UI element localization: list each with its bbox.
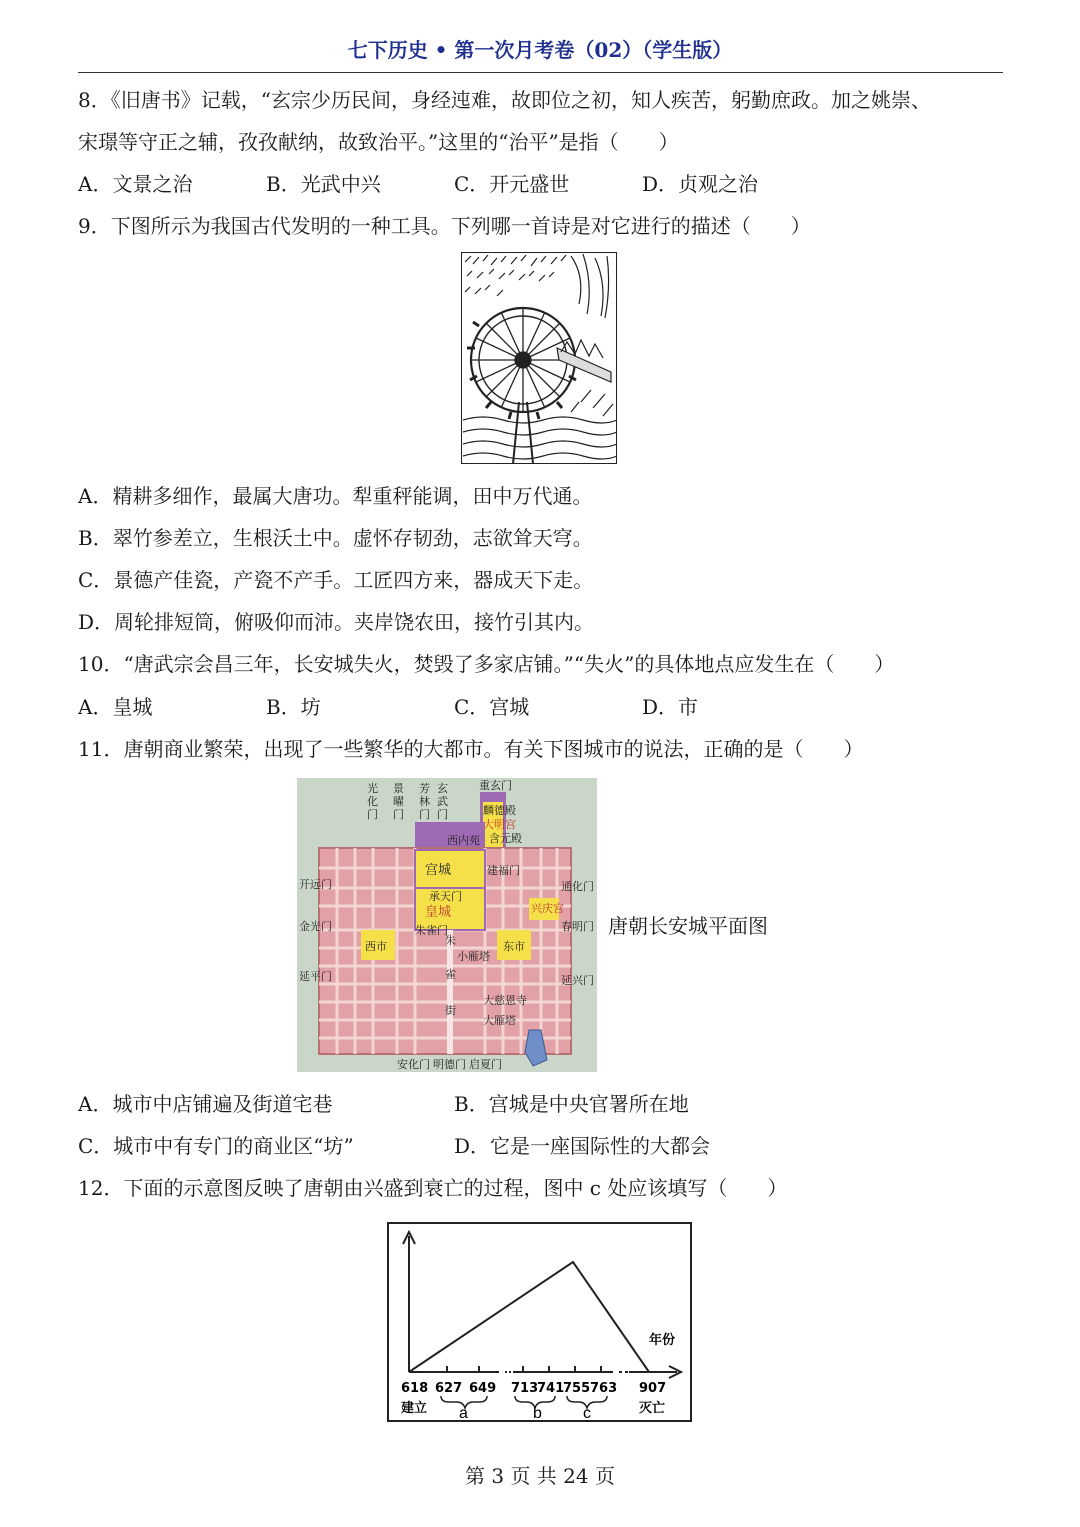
q8-line1: 8．《旧唐书》记载，“玄宗少历民间，身经迍难，故即位之初，知人疾苦，躬勤庶政。加之姚崇、 [78, 88, 931, 112]
map-gate-char: 芳 [419, 782, 430, 795]
map-gate-char: 玄 [437, 782, 448, 795]
year-649: 649 [469, 1381, 497, 1396]
map-label-xineiyuan: 西内苑 [447, 834, 480, 847]
q8-option-c: C．开元盛世 [454, 172, 570, 196]
q9-option-a: A．精耕多细作，最属大唐功。犁重秤能调，田中万代通。 [78, 484, 593, 508]
year-763: 763 [590, 1381, 618, 1396]
q11-option-b: B．宫城是中央官署所在地 [454, 1092, 689, 1116]
map-label-xiaoyan: 小雁塔 [457, 950, 490, 963]
map-label-yanxing: 延兴门 [561, 974, 594, 987]
q8-option-b: B．光武中兴 [266, 172, 381, 196]
q9-stem: 9．下图所示为我国古代发明的一种工具。下列哪一首诗是对它进行的描述（ ） [78, 214, 811, 238]
q8-option-a: A．文景之治 [78, 172, 193, 196]
note-fell: 灭亡 [639, 1401, 666, 1416]
map-label-gongcheng: 宫城 [425, 863, 452, 878]
q11-stem: 11．唐朝商业繁荣，出现了一些繁华的大都市。有关下图城市的说法，正确的是（ ） [78, 737, 864, 761]
q8-line2: 宋璟等守正之辅，孜孜献纳，故致治平。”这里的“治平”是指（ ） [78, 130, 679, 154]
q11-option-a: A．城市中店铺遍及街道宅巷 [78, 1092, 333, 1116]
map-label-jianfu: 建福门 [487, 864, 520, 877]
map-gate-char: 光 [367, 782, 378, 795]
map-gate-char: 门 [393, 808, 404, 821]
map-gate-char: 武 [437, 795, 448, 808]
map-label-qixia: 启夏门 [469, 1058, 502, 1071]
note-founded: 建立 [401, 1401, 428, 1416]
map-label-jinguang: 金光门 [299, 920, 332, 933]
group-b: b [533, 1405, 542, 1422]
map-gate-char: 门 [437, 808, 448, 821]
map-label-zhuque-gate: 朱雀门 [415, 924, 448, 937]
map-label-zhu: 朱 [445, 934, 456, 947]
q12-stem: 12．下面的示意图反映了唐朝由兴盛到衰亡的过程，图中 c 处应该填写（ ） [78, 1176, 788, 1200]
map-label-anhua: 安化门 [397, 1058, 430, 1071]
tang-rise-fall-diagram [387, 1222, 692, 1422]
map-label-chunming: 春明门 [561, 920, 594, 933]
map-label-kaiyuan: 开远门 [299, 878, 332, 891]
q9-option-b: B．翠竹参差立，生根沃土中。虚怀存韧劲，志欲耸天穹。 [78, 526, 593, 550]
axis-label-year: 年份 [649, 1333, 676, 1348]
map-label-que: 雀 [445, 968, 456, 981]
q9-option-c: C．景德产佳瓷，产瓷不产手。工匠四方来，器成天下走。 [78, 568, 594, 592]
map-label-dayan: 大雁塔 [483, 1014, 516, 1027]
page-footer: 第 3 页 共 24 页 [465, 1464, 615, 1488]
map-label-yanping: 延平门 [299, 970, 332, 983]
map-label-mingde: 明德门 [433, 1058, 466, 1071]
map-label-chongxuan: 重玄门 [479, 779, 512, 792]
year-907: 907 [639, 1381, 667, 1396]
q10-option-d: D．市 [642, 695, 699, 719]
q11-option-c: C．城市中有专门的商业区“坊” [78, 1134, 354, 1158]
map-gate-char: 门 [419, 808, 430, 821]
year-755: 755 [563, 1381, 591, 1396]
q9-option-d: D．周轮排短筒，俯吸仰而沛。夹岸饶农田，接竹引其内。 [78, 610, 595, 634]
map-gate-char: 景 [393, 782, 404, 795]
map-label-ciensi: 大慈恩寺 [483, 994, 527, 1007]
header-rule [78, 72, 1003, 73]
page-header-title: 七下历史 • 第一次月考卷（02）（学生版） [347, 38, 733, 62]
map-label-huangcheng: 皇城 [425, 905, 452, 920]
map-label-linde: 麟德殿 [483, 804, 516, 817]
q11-option-d: D．它是一座国际性的大都会 [454, 1134, 711, 1158]
map-label-tonghua: 通化门 [561, 880, 594, 893]
map-caption: 唐朝长安城平面图 [608, 914, 768, 938]
map-label-jie: 街 [445, 1004, 456, 1017]
q10-option-c: C．宫城 [454, 695, 530, 719]
group-a: a [459, 1405, 468, 1422]
year-627: 627 [435, 1381, 463, 1396]
year-741: 741 [537, 1381, 565, 1396]
q10-option-a: A．皇城 [78, 695, 153, 719]
map-label-xishi: 西市 [365, 940, 387, 953]
map-gate-char: 门 [367, 808, 378, 821]
year-618: 618 [401, 1381, 429, 1396]
changan-city-map [297, 778, 597, 1072]
q8-option-d: D．贞观之治 [642, 172, 759, 196]
water-wheel-illustration [461, 252, 617, 464]
year-713: 713 [511, 1381, 539, 1396]
q10-option-b: B．坊 [266, 695, 321, 719]
map-gate-char: 曜 [393, 795, 404, 808]
map-label-chengtian: 承天门 [429, 890, 462, 903]
map-label-xingqing: 兴庆宫 [531, 902, 564, 915]
map-label-daming: 大明宫 [483, 818, 516, 831]
map-label-hanyuan: 含元殿 [489, 832, 522, 845]
map-gate-char: 化 [367, 795, 378, 808]
map-label-dongshi: 东市 [503, 940, 525, 953]
map-gate-char: 林 [419, 795, 430, 808]
q10-stem: 10．“唐武宗会昌三年，长安城失火，焚毁了多家店铺。”“失火”的具体地点应发生在（ ） [78, 652, 895, 676]
group-c: c [583, 1405, 591, 1422]
